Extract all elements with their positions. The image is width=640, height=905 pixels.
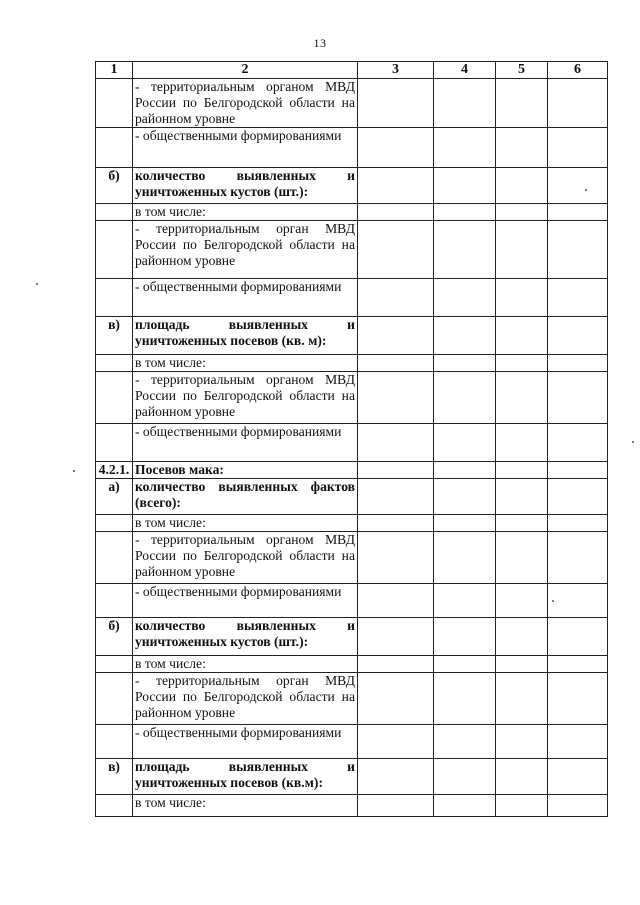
row-number-cell	[96, 424, 133, 462]
table-row	[96, 204, 608, 221]
value-cell-col-6[interactable]	[548, 618, 608, 656]
value-cell-col-3[interactable]	[358, 372, 434, 424]
value-cell-col-3[interactable]	[358, 168, 434, 204]
value-cell-col-6[interactable]	[548, 204, 608, 221]
indicator-cell: в том числе:	[133, 355, 358, 372]
indicator-cell: количество выявленных фактов (всего):	[133, 479, 358, 515]
indicator-cell: - территориальным орган МВД России по Белгородской области на районном уровне	[133, 673, 358, 725]
value-cell-col-4[interactable]	[434, 532, 496, 584]
table-row	[96, 515, 608, 532]
row-number-cell	[96, 128, 133, 168]
indicator-cell: площадь выявленных и уничтоженных посевов (кв. м):	[133, 317, 358, 355]
row-number-cell: а)	[96, 479, 133, 515]
table-row	[96, 279, 608, 317]
indicator-cell: в том числе:	[133, 656, 358, 673]
row-number-cell: б)	[96, 168, 133, 204]
value-cell-col-3[interactable]	[358, 204, 434, 221]
value-cell-col-3[interactable]	[358, 279, 434, 317]
value-cell-col-6[interactable]	[548, 128, 608, 168]
value-cell-col-5[interactable]	[496, 79, 548, 128]
indicator-cell: в том числе:	[133, 795, 358, 817]
value-cell-col-4[interactable]	[434, 759, 496, 795]
value-cell-col-6[interactable]	[548, 462, 608, 479]
row-number-cell: 4.2.1.	[96, 462, 133, 479]
value-cell-col-4[interactable]	[434, 279, 496, 317]
value-cell-col-4[interactable]	[434, 462, 496, 479]
column-header: 6	[548, 62, 608, 79]
value-cell-col-3[interactable]	[358, 532, 434, 584]
scan-speck	[585, 189, 587, 191]
column-header: 4	[434, 62, 496, 79]
row-number-cell	[96, 584, 133, 618]
value-cell-col-5[interactable]	[496, 673, 548, 725]
value-cell-col-4[interactable]	[434, 168, 496, 204]
column-header: 5	[496, 62, 548, 79]
indicator-cell: площадь выявленных и уничтоженных посевов (кв.м):	[133, 759, 358, 795]
value-cell-col-3[interactable]	[358, 128, 434, 168]
row-number-cell	[96, 725, 133, 759]
indicator-cell: - общественными формированиями	[133, 279, 358, 317]
value-cell-col-5[interactable]	[496, 221, 548, 279]
value-cell-col-4[interactable]	[434, 618, 496, 656]
value-cell-col-3[interactable]	[358, 355, 434, 372]
table-row	[96, 479, 608, 515]
value-cell-col-3[interactable]	[358, 618, 434, 656]
indicator-cell: - территориальным органом МВД России по Белгородской области на районном уровне	[133, 372, 358, 424]
value-cell-col-5[interactable]	[496, 372, 548, 424]
value-cell-col-3[interactable]	[358, 79, 434, 128]
value-cell-col-5[interactable]	[496, 759, 548, 795]
row-number-cell: в)	[96, 317, 133, 355]
value-cell-col-6[interactable]	[548, 673, 608, 725]
value-cell-col-5[interactable]	[496, 128, 548, 168]
value-cell-col-6[interactable]	[548, 584, 608, 618]
value-cell-col-4[interactable]	[434, 515, 496, 532]
column-header: 1	[96, 62, 133, 79]
table-body	[96, 79, 608, 817]
value-cell-col-3[interactable]	[358, 656, 434, 673]
table-row	[96, 618, 608, 656]
value-cell-col-4[interactable]	[434, 204, 496, 221]
value-cell-col-6[interactable]	[548, 532, 608, 584]
value-cell-col-5[interactable]	[496, 515, 548, 532]
value-cell-col-5[interactable]	[496, 462, 548, 479]
table-row	[96, 725, 608, 759]
value-cell-col-5[interactable]	[496, 795, 548, 817]
value-cell-col-3[interactable]	[358, 424, 434, 462]
table-row	[96, 656, 608, 673]
table-row	[96, 795, 608, 817]
value-cell-col-5[interactable]	[496, 584, 548, 618]
value-cell-col-3[interactable]	[358, 479, 434, 515]
value-cell-col-6[interactable]	[548, 479, 608, 515]
value-cell-col-5[interactable]	[496, 317, 548, 355]
indicator-cell: - территориальным орган МВД России по Белгородской области на районном уровне	[133, 221, 358, 279]
table-row	[96, 584, 608, 618]
row-number-cell	[96, 221, 133, 279]
header-row	[96, 62, 608, 79]
value-cell-col-6[interactable]	[548, 355, 608, 372]
value-cell-col-5[interactable]	[496, 355, 548, 372]
row-number-cell	[96, 515, 133, 532]
value-cell-col-3[interactable]	[358, 221, 434, 279]
value-cell-col-4[interactable]	[434, 656, 496, 673]
value-cell-col-5[interactable]	[496, 204, 548, 221]
value-cell-col-4[interactable]	[434, 355, 496, 372]
row-number-cell	[96, 279, 133, 317]
value-cell-col-4[interactable]	[434, 479, 496, 515]
value-cell-col-5[interactable]	[496, 424, 548, 462]
row-number-cell	[96, 795, 133, 817]
row-number-cell	[96, 79, 133, 128]
column-header: 3	[358, 62, 434, 79]
value-cell-col-6[interactable]	[548, 515, 608, 532]
value-cell-col-4[interactable]	[434, 795, 496, 817]
value-cell-col-5[interactable]	[496, 279, 548, 317]
indicator-cell: - общественными формированиями	[133, 584, 358, 618]
value-cell-col-4[interactable]	[434, 725, 496, 759]
table-row	[96, 372, 608, 424]
table-row	[96, 355, 608, 372]
value-cell-col-3[interactable]	[358, 759, 434, 795]
value-cell-col-6[interactable]	[548, 656, 608, 673]
value-cell-col-5[interactable]	[496, 168, 548, 204]
value-cell-col-5[interactable]	[496, 725, 548, 759]
row-number-cell	[96, 372, 133, 424]
value-cell-col-3[interactable]	[358, 462, 434, 479]
scan-speck	[552, 600, 554, 602]
column-header: 2	[133, 62, 358, 79]
table-row	[96, 221, 608, 279]
table-row	[96, 759, 608, 795]
value-cell-col-3[interactable]	[358, 795, 434, 817]
value-cell-col-3[interactable]	[358, 673, 434, 725]
table-row	[96, 317, 608, 355]
value-cell-col-6[interactable]	[548, 168, 608, 204]
table-row	[96, 462, 608, 479]
value-cell-col-6[interactable]	[548, 317, 608, 355]
value-cell-col-6[interactable]	[548, 424, 608, 462]
scan-speck	[73, 470, 75, 472]
row-number-cell: в)	[96, 759, 133, 795]
value-cell-col-3[interactable]	[358, 515, 434, 532]
row-number-cell	[96, 656, 133, 673]
value-cell-col-4[interactable]	[434, 424, 496, 462]
value-cell-col-4[interactable]	[434, 584, 496, 618]
table-row	[96, 532, 608, 584]
value-cell-col-4[interactable]	[434, 221, 496, 279]
table-row	[96, 673, 608, 725]
indicator-cell: в том числе:	[133, 204, 358, 221]
value-cell-col-5[interactable]	[496, 656, 548, 673]
indicator-cell: в том числе:	[133, 515, 358, 532]
table-row	[96, 424, 608, 462]
value-cell-col-6[interactable]	[548, 759, 608, 795]
value-cell-col-3[interactable]	[358, 584, 434, 618]
row-number-cell	[96, 532, 133, 584]
row-number-cell: б)	[96, 618, 133, 656]
value-cell-col-3[interactable]	[358, 725, 434, 759]
value-cell-col-4[interactable]	[434, 317, 496, 355]
value-cell-col-6[interactable]	[548, 795, 608, 817]
table-row	[96, 128, 608, 168]
indicator-cell: количество выявленных и уничтоженных кустов (шт.):	[133, 168, 358, 204]
value-cell-col-4[interactable]	[434, 372, 496, 424]
scan-speck	[632, 441, 634, 443]
value-cell-col-6[interactable]	[548, 279, 608, 317]
indicator-cell: - общественными формированиями	[133, 424, 358, 462]
value-cell-col-4[interactable]	[434, 79, 496, 128]
value-cell-col-6[interactable]	[548, 372, 608, 424]
page-number: 13	[313, 36, 327, 50]
indicator-cell: - общественными формированиями	[133, 725, 358, 759]
indicator-cell: Посевов мака:	[133, 462, 358, 479]
value-cell-col-5[interactable]	[496, 618, 548, 656]
value-cell-col-5[interactable]	[496, 532, 548, 584]
row-number-cell	[96, 204, 133, 221]
indicator-cell: - общественными формированиями	[133, 128, 358, 168]
indicator-cell: - территориальным органом МВД России по Белгородской области на районном уровне	[133, 532, 358, 584]
value-cell-col-6[interactable]	[548, 725, 608, 759]
row-number-cell	[96, 355, 133, 372]
indicator-cell: количество выявленных и уничтоженных кустов (шт.):	[133, 618, 358, 656]
row-number-cell	[96, 673, 133, 725]
value-cell-col-6[interactable]	[548, 79, 608, 128]
value-cell-col-5[interactable]	[496, 479, 548, 515]
value-cell-col-6[interactable]	[548, 221, 608, 279]
value-cell-col-4[interactable]	[434, 128, 496, 168]
scan-speck	[36, 283, 38, 285]
indicator-cell: - территориальным органом МВД России по Белгородской области на районном уровне	[133, 79, 358, 128]
table-row	[96, 168, 608, 204]
report-table	[95, 61, 608, 817]
value-cell-col-4[interactable]	[434, 673, 496, 725]
table-row	[96, 79, 608, 128]
value-cell-col-3[interactable]	[358, 317, 434, 355]
